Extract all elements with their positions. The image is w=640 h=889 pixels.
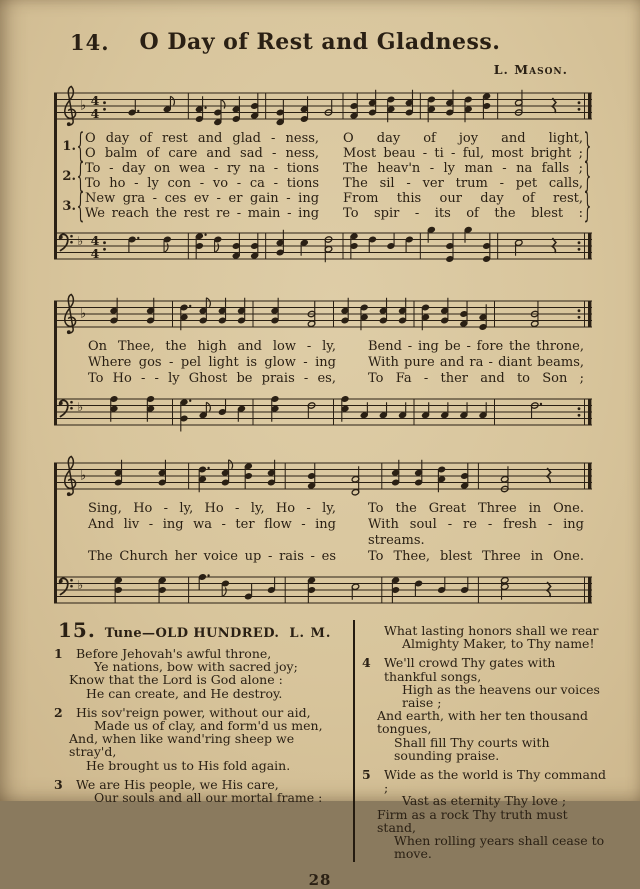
verse-line: Shall fill Thy courts with sounding praise. xyxy=(394,734,550,763)
verse-number: 1. xyxy=(62,138,76,154)
lyric-line xyxy=(85,206,583,221)
verse-line: Vast as eternity Thy love ; xyxy=(402,793,567,809)
verse-line: Before Jehovah's awful throne, xyxy=(76,646,272,661)
verse-lines xyxy=(85,131,583,161)
composer-credit: L. Mason. xyxy=(493,62,568,77)
treble-staff xyxy=(54,84,592,128)
bass-staff xyxy=(54,568,592,612)
hymn-verse xyxy=(56,778,344,804)
svg-text:4: 4 xyxy=(90,232,100,248)
verse-line: Know that the Lord is God alone : xyxy=(69,672,283,688)
lyric-phrase-right: From this our day of rest, xyxy=(343,191,583,206)
svg-text:4: 4 xyxy=(90,92,100,108)
verse-line: Ye nations, bow with sacred joy; xyxy=(94,659,298,675)
verse-number: 2. xyxy=(62,168,76,184)
system-barline xyxy=(54,301,57,425)
verse-lyrics-block xyxy=(54,128,592,224)
hymn-15-section xyxy=(56,618,606,866)
lyric-phrase-left: And liv - ing wa - ter flow - ing xyxy=(88,517,336,532)
lyric-line xyxy=(85,176,583,191)
lyric-phrase-left: To Ho - - ly Ghost be prais - es, xyxy=(88,371,336,386)
lyric-line xyxy=(85,191,583,206)
hymn-header xyxy=(0,0,640,84)
lyric-phrase-left: Where gos - pel light is glow - ing xyxy=(88,355,336,370)
treble-staff xyxy=(54,454,592,498)
hymn-15-right-column xyxy=(364,618,606,866)
music-system-3 xyxy=(54,454,592,612)
verse-number: 4 xyxy=(362,655,371,671)
verse-line: Wide as the world is Thy command ; xyxy=(384,767,607,796)
lyric-phrase-left: Sing, Ho - ly, Ho - ly, Ho - ly, xyxy=(88,501,336,516)
lyric-phrase-right: The sil - ver trum - pet calls, xyxy=(343,176,583,191)
lyric-line xyxy=(85,161,583,176)
verse-line: And earth, with her ten thousand tongues, xyxy=(377,708,589,737)
verse-line: High as the heavens our voices raise ; xyxy=(402,681,600,711)
verse-line: And, when like wand'ring sheep we stray'd, xyxy=(69,731,295,760)
verse-number: 1 xyxy=(54,646,63,661)
verse-number: 2 xyxy=(54,704,63,720)
music-system-1 xyxy=(54,84,592,268)
verse-group xyxy=(54,126,592,166)
bass-staff xyxy=(54,224,592,268)
lyric-line xyxy=(88,355,584,371)
lyric-phrase-left: New gra - ces ev - er gain - ing xyxy=(85,191,320,206)
lyrics-block xyxy=(54,336,592,390)
music-systems xyxy=(54,84,592,612)
verse-line: We are His people, we His care, xyxy=(76,776,279,792)
lyric-line xyxy=(88,517,584,549)
svg-text:♭: ♭ xyxy=(77,578,84,592)
hymn-number: 14. xyxy=(70,30,110,55)
lyric-phrase-right: O day of joy and light, xyxy=(343,131,583,146)
lyric-phrase-right: To Fa - ther and to Son ; xyxy=(368,371,584,386)
lyric-phrase-right: To Thee, blest Three in One. xyxy=(368,549,584,564)
verse-lines xyxy=(85,161,583,191)
bass-staff xyxy=(54,390,592,434)
lyric-phrase-left: O balm of care and sad - ness, xyxy=(85,146,320,161)
hymn-verse xyxy=(56,706,344,772)
system-barline xyxy=(54,93,57,259)
lyric-phrase-left: O day of rest and glad - ness, xyxy=(85,131,320,146)
lyric-phrase-left: On Thee, the high and low - ly, xyxy=(88,339,336,354)
svg-text:♭: ♭ xyxy=(80,468,87,484)
lyric-phrase-right: With pure and ra - diant beams, xyxy=(368,355,584,370)
lyric-line xyxy=(85,131,583,146)
verse-number: 3. xyxy=(62,198,76,214)
lyric-phrase-left: To - day on wea - ry na - tions xyxy=(85,161,320,176)
tune-label: Tune—OLD HUNDRED. xyxy=(104,626,280,641)
svg-text:♭: ♭ xyxy=(80,98,87,114)
svg-text:♭: ♭ xyxy=(77,234,84,248)
verse-group xyxy=(54,186,592,226)
lyric-line xyxy=(88,501,584,517)
hymn-15-header xyxy=(58,618,344,642)
lyric-phrase-right: With soul - re - fresh - ing streams. xyxy=(368,517,584,548)
svg-text:♭: ♭ xyxy=(80,306,87,322)
lyric-line xyxy=(85,146,583,161)
right-brace: } xyxy=(583,156,592,196)
verse-line: When rolling years shall cease to move. xyxy=(394,833,605,862)
verse-line: Almighty Maker, to Thy name! xyxy=(402,636,595,652)
verse-line: He can create, and He destroy. xyxy=(86,685,283,701)
right-brace: } xyxy=(583,186,592,226)
verse-group xyxy=(54,156,592,196)
lyric-phrase-left: To ho - ly con - vo - ca - tions xyxy=(85,176,320,191)
lyric-phrase-left: We reach the rest re - main - ing xyxy=(85,206,320,221)
left-brace: { xyxy=(76,186,85,226)
lyrics-block xyxy=(54,498,592,568)
hymn-verse xyxy=(56,647,344,700)
svg-text:♭: ♭ xyxy=(77,400,84,414)
lyric-phrase-right: Bend - ing be - fore the throne, xyxy=(368,339,584,354)
left-brace: { xyxy=(76,126,85,166)
system-barline xyxy=(54,463,57,603)
column-divider xyxy=(353,620,355,862)
svg-text:4: 4 xyxy=(90,245,100,261)
treble-staff xyxy=(54,292,592,336)
hymn-verse xyxy=(364,624,606,650)
lyric-line xyxy=(88,549,584,565)
hymn-15-left-column xyxy=(56,618,344,866)
hymn-number: 15. xyxy=(58,618,96,642)
verse-number: 3 xyxy=(54,776,63,792)
music-system-2 xyxy=(54,292,592,434)
lyric-phrase-right: To spir - its of the blest : xyxy=(343,206,583,221)
lyric-phrase-right: Most beau - ti - ful, most bright ; xyxy=(343,146,583,161)
lyric-phrase-left: The Church her voice up - rais - es xyxy=(88,549,336,564)
verse-line: Our souls and all our mortal frame : xyxy=(94,790,323,806)
page-number: 28 xyxy=(308,871,332,889)
verse-line: We'll crowd Thy gates with thankful songs, xyxy=(384,655,556,684)
lyric-line xyxy=(88,371,584,387)
verse-line: His sov'reign power, without our aid, xyxy=(76,704,311,720)
hymn-title: O Day of Rest and Gladness. xyxy=(139,29,501,55)
left-brace: { xyxy=(76,156,85,196)
lyric-phrase-right: To the Great Three in One. xyxy=(368,501,584,516)
hymn-verse xyxy=(364,768,606,860)
right-brace: } xyxy=(583,126,592,166)
verse-number: 5 xyxy=(362,767,371,783)
hymn-verse xyxy=(364,656,606,762)
meter-label: L. M. xyxy=(289,626,332,641)
lyric-line xyxy=(88,339,584,355)
verse-lines xyxy=(85,191,583,221)
lyric-phrase-right: The heav'n - ly man - na falls ; xyxy=(343,161,583,176)
verse-line: Firm as a rock Thy truth must stand, xyxy=(377,806,568,835)
verse-line: Made us of clay, and form'd us men, xyxy=(94,718,323,734)
svg-text:4: 4 xyxy=(90,105,100,121)
verse-line: He brought us to His fold again. xyxy=(86,757,291,773)
verse-line: What lasting honors shall we rear xyxy=(384,623,599,638)
